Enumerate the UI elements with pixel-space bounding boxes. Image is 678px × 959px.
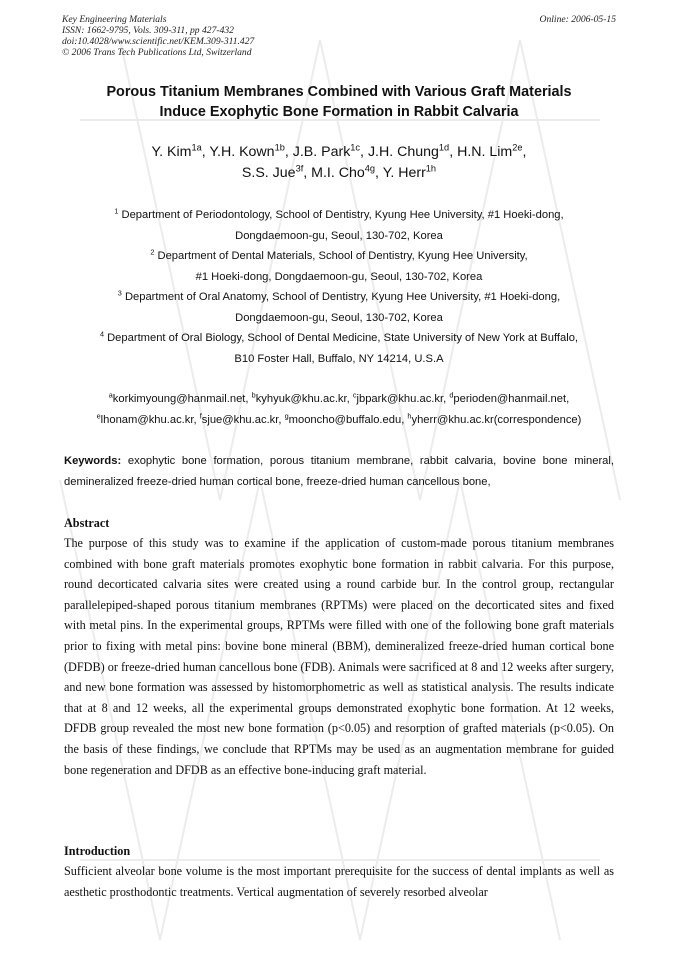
- author-sup: 2e: [512, 142, 523, 153]
- affiliation-number: 1: [114, 206, 119, 216]
- affiliation-3-cont: Dongdaemoon-gu, Seoul, 130-702, Korea: [235, 311, 443, 324]
- email-sup: d: [449, 390, 454, 400]
- affiliation-4: [50, 328, 628, 349]
- author-line-1: [40, 142, 638, 163]
- email-address[interactable]: korkimyoung@hanmail.net: [112, 393, 246, 405]
- email-address[interactable]: kyhyuk@khu.ac.kr: [255, 393, 347, 405]
- author-sup: 1d: [438, 142, 450, 153]
- affiliation-number: 2: [150, 247, 155, 257]
- affiliation-3: [50, 287, 628, 308]
- author-sup: 1b: [274, 142, 285, 153]
- email-sup: e: [96, 410, 101, 420]
- keywords-text: exophytic bone formation, porous titanium membrane, rabbit calvaria, bovine bone mineral, demineralized freeze-dried human cortical bone, freeze-dried human cancellous bone,: [64, 455, 614, 488]
- author-sep: ,: [449, 144, 458, 160]
- email-sup: c: [352, 390, 357, 400]
- email-sup: b: [251, 390, 256, 400]
- email-line-1: [40, 389, 638, 410]
- author-name: Y.H. Kown: [209, 144, 275, 160]
- abstract-text: The purpose of this study was to examine if the application of custom-made porous titanium membranes combined with bone graft materials promotes exophytic bone formation in rabbit calvaria. For this purpose, round decorticated calvaria sites were created using a round carbide bur. In the control group, rectangular parallelepiped-shaped porous titanium membranes (RPTMs) were placed on the decorticated sites and fixed with metal pins. In the experimental groups, RPTMs were filled with one of the following bone graft materials prior to fixing with metal pins: bovine bone mineral (BBM), demineralized freeze-dried human cortical bone (DFDB) or freeze-dried human cancellous bone (FDB). Animals were sacrificed at 8 and 12 weeks after surgery, and new bone formation was assessed by histomorphometric as well as statistical analysis. The results indicate that at 8 and 12 weeks, all the experimental groups demonstrated exophytic bone formation. At 12 weeks, DFDB group revealed the most new bone formation (p<0.05) and resorption of grafted materials (p<0.05). On the basis of these findings, we conclude that RPTMs may be used as an augmentation membrane for guided bone regeneration and DFDB as an effective bone-inducing graft material.: [64, 536, 614, 777]
- keywords-label: Keywords:: [64, 455, 122, 467]
- author-sup: 4g: [364, 163, 376, 174]
- author-name: Y. Herr: [382, 165, 426, 181]
- email-address[interactable]: mooncho@buffalo.edu: [288, 413, 402, 426]
- issn-line: ISSN: 1662-9795, Vols. 309-311, pp 427-432: [62, 25, 234, 36]
- author-sep: ,: [303, 165, 312, 181]
- author-name: S.S. Jue: [241, 165, 296, 181]
- affiliation-text: Department of Oral Biology, School of Dental Medicine, State University of New York at Buffalo,: [107, 332, 579, 344]
- email-sep: ,: [278, 413, 285, 426]
- email-sep: ,: [245, 393, 252, 405]
- email-sup: a: [108, 390, 113, 400]
- author-sup: 1a: [191, 142, 202, 153]
- paper-title: [40, 82, 638, 122]
- email-sep: ,: [566, 393, 570, 405]
- author-name: J.B. Park: [292, 144, 351, 160]
- email-sep: ,: [443, 393, 450, 405]
- affiliations: [50, 205, 628, 369]
- email-sup: h: [407, 410, 412, 420]
- email-address[interactable]: sjue@khu.ac.kr: [201, 413, 279, 426]
- affiliation-text: Department of Periodontology, School of Dentistry, Kyung Hee University, #1 Hoeki-dong,: [121, 209, 564, 221]
- author-sep: ,: [522, 144, 527, 160]
- affiliation-4-cont: B10 Foster Hall, Buffalo, NY 14214, U.S.A: [234, 352, 444, 365]
- abstract-heading: Abstract: [64, 516, 110, 530]
- affiliation-text: Department of Dental Materials, School of Dentistry, Kyung Hee University,: [157, 250, 528, 262]
- email-list: [40, 389, 638, 430]
- email-address[interactable]: jbpark@khu.ac.kr: [356, 393, 444, 405]
- email-sep: ,: [401, 413, 408, 426]
- affiliation-1-cont: Dongdaemoon-gu, Seoul, 130-702, Korea: [235, 229, 443, 242]
- affiliation-2: [50, 246, 628, 267]
- journal-header: [62, 14, 254, 58]
- affiliation-1: [50, 205, 628, 226]
- email-address[interactable]: lhonam@khu.ac.kr: [100, 413, 194, 426]
- author-sep: ,: [284, 144, 293, 160]
- email-sup: g: [284, 410, 289, 420]
- author-name: Y. Kim: [151, 144, 192, 160]
- affiliation-2-cont: #1 Hoeki-dong, Dongdaemoon-gu, Seoul, 130-702, Korea: [195, 270, 483, 283]
- email-address[interactable]: perioden@hanmail.net: [453, 393, 567, 405]
- email-address[interactable]: yherr@khu.ac.kr(correspondence): [411, 413, 582, 426]
- author-sep: ,: [201, 144, 210, 160]
- online-date: Online: 2006-05-15: [539, 14, 616, 25]
- email-sep: ,: [346, 393, 353, 405]
- email-sup: f: [199, 410, 202, 420]
- title-line-2: Induce Exophytic Bone Formation in Rabbit Calvaria: [159, 104, 519, 120]
- author-name: M.I. Cho: [311, 165, 365, 181]
- introduction-heading: Introduction: [64, 844, 131, 858]
- copyright-line: © 2006 Trans Tech Publications Ltd, Switzerland: [62, 47, 252, 58]
- affiliation-number: 4: [99, 329, 104, 339]
- author-list: [40, 142, 638, 184]
- doi-line: doi:10.4028/www.scientific.net/KEM.309-311.427: [62, 36, 255, 47]
- title-line-1: Porous Titanium Membranes Combined with Various Graft Materials: [106, 84, 572, 100]
- affiliation-text: Department of Oral Anatomy, School of Dentistry, Kyung Hee University, #1 Hoeki-dong,: [124, 291, 561, 303]
- author-sep: ,: [360, 144, 368, 160]
- author-line-2: [40, 163, 638, 184]
- keywords: [64, 451, 614, 492]
- email-line-2: [40, 410, 638, 431]
- author-name: H.N. Lim: [457, 144, 513, 160]
- email-sep: ,: [193, 413, 200, 426]
- journal-name: Key Engineering Materials: [62, 14, 167, 25]
- author-sup: 3f: [295, 163, 304, 174]
- author-name: J.H. Chung: [367, 144, 439, 160]
- introduction-text: Sufficient alveolar bone volume is the most important prerequisite for the success of dental implants as well as aesthetic prosthodontic treatments. Vertical augmentation of severely resorbed alveolar: [64, 864, 614, 899]
- author-sup: 1h: [425, 163, 437, 174]
- author-sep: ,: [375, 165, 383, 181]
- affiliation-number: 3: [117, 288, 122, 298]
- author-sup: 1c: [350, 142, 361, 153]
